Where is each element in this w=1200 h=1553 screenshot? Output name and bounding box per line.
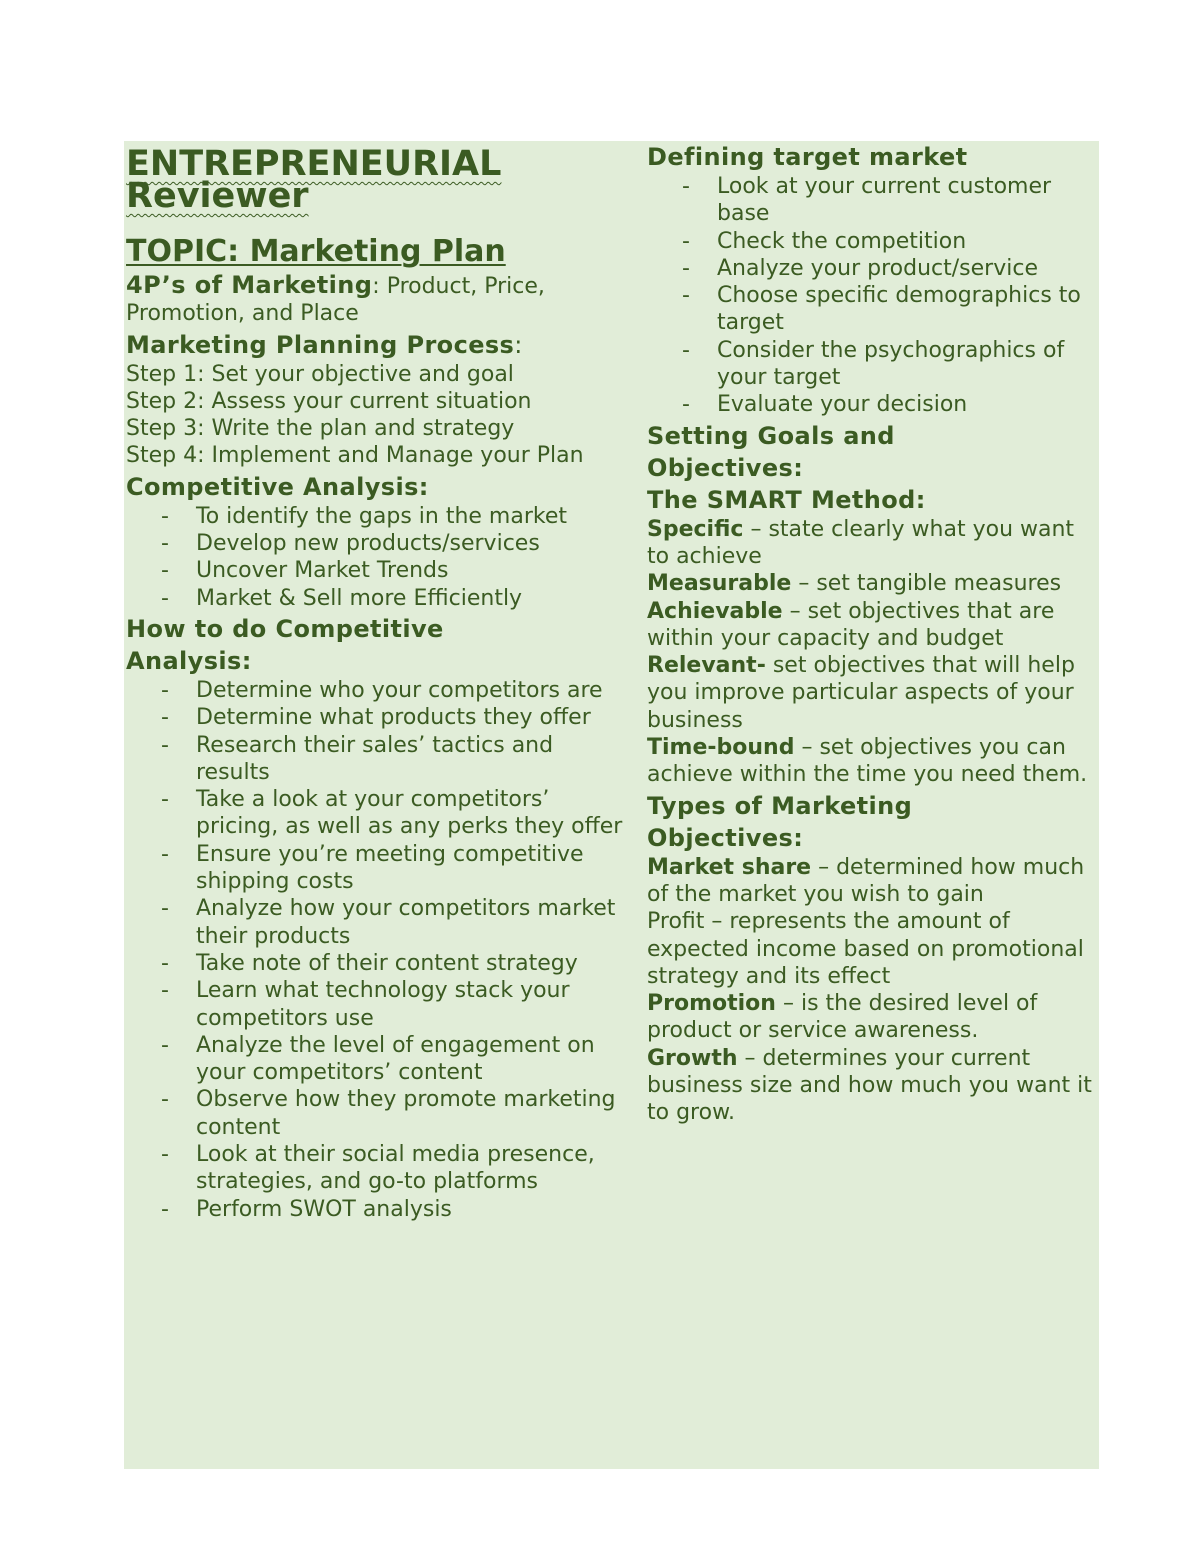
objective-type-item bbox=[647, 908, 1099, 990]
list-item-text: Determine what products they offer bbox=[196, 705, 591, 731]
list-item: - Analyze your product/service bbox=[682, 255, 1038, 281]
objective-type-desc: Profit – represents the amount of expected income based on promotional strategy and its effect bbox=[647, 909, 1084, 989]
list-item: - Choose specific demographics to target bbox=[682, 283, 1081, 336]
list-item: - Take a look at your competitors’ pricing, as well as any perks they offer bbox=[161, 787, 623, 840]
list-item: - Consider the psychographics of your target bbox=[682, 337, 1065, 391]
list-item: - Observe how they promote marketing content bbox=[161, 1087, 616, 1140]
types-heading-line2: Objectives: bbox=[647, 823, 804, 852]
four-ps-paragraph bbox=[126, 272, 626, 328]
objective-type-desc: – determines your current business size and how much you want it to grow. bbox=[647, 1045, 1092, 1126]
how-to-list bbox=[126, 677, 626, 1223]
list-item-text: Develop new products/services bbox=[196, 531, 540, 557]
objective-type-item bbox=[647, 854, 1099, 909]
target-market-heading: Defining target market bbox=[647, 143, 968, 171]
document-title-line1: ENTREPRENEURIAL bbox=[126, 144, 502, 184]
list-item-text: To identify the gaps in the market bbox=[196, 503, 568, 529]
smart-term: Relevant- bbox=[647, 653, 766, 679]
list-item-text: Choose specific demographics to target bbox=[717, 283, 1081, 336]
four-ps-label: 4P’s of Marketing bbox=[126, 271, 373, 299]
smart-desc: – set tangible measures bbox=[791, 571, 1062, 597]
list-item: - Uncover Market Trends bbox=[161, 558, 449, 584]
list-item-text: Look at their social media presence, strategies, and go-to platforms bbox=[196, 1142, 595, 1195]
planning-step: Step 3: Write the plan and strategy bbox=[126, 416, 515, 442]
objective-type-term: Growth bbox=[647, 1045, 738, 1071]
how-to-heading-line2: Analysis: bbox=[126, 646, 252, 675]
list-item-text: Perform SWOT analysis bbox=[196, 1196, 452, 1222]
objective-type-item bbox=[647, 990, 1099, 1045]
list-item-text: Uncover Market Trends bbox=[196, 558, 449, 584]
smart-term: Time-bound bbox=[647, 735, 795, 761]
planning-heading bbox=[126, 330, 626, 361]
list-item: - Analyze how your competitors market their products bbox=[161, 896, 616, 949]
list-item: - Research their sales’ tactics and results bbox=[161, 732, 554, 785]
document-title-line2: Reviewer bbox=[126, 176, 309, 216]
four-ps-separator: : bbox=[372, 274, 387, 299]
list-item-text: Market & Sell more Efficiently bbox=[196, 585, 523, 611]
list-item-text: Learn what technology stack your competitors use bbox=[196, 978, 570, 1031]
planning-heading-colon: : bbox=[514, 330, 523, 359]
list-item: - Check the competition bbox=[682, 228, 967, 254]
left-column bbox=[126, 141, 626, 1223]
list-item: - Determine what products they offer bbox=[161, 705, 591, 731]
planning-step: Step 4: Implement and Manage your Plan bbox=[126, 443, 584, 469]
objective-type-desc: – determined how much of the market you wish to gain bbox=[647, 854, 1085, 907]
list-item-text: Take note of their content strategy bbox=[196, 950, 578, 976]
smart-item bbox=[647, 516, 1099, 571]
list-item: - Look at your current customer base bbox=[682, 174, 1052, 227]
smart-term: Specific bbox=[647, 516, 744, 542]
competitive-analysis-list bbox=[126, 503, 626, 612]
list-item-text: Analyze your product/service bbox=[717, 255, 1038, 281]
list-item: - Look at their social media presence, strategies, and go-to platforms bbox=[161, 1142, 595, 1195]
list-item-text: Evaluate your decision bbox=[717, 392, 968, 418]
smart-term: Measurable bbox=[647, 571, 792, 597]
list-item: - Ensure you’re meeting competitive shipping costs bbox=[161, 841, 584, 895]
list-item-text: Observe how they promote marketing content bbox=[196, 1087, 616, 1140]
objective-type-term: Promotion bbox=[647, 991, 776, 1017]
right-column bbox=[647, 141, 1099, 1127]
reviewer-page bbox=[124, 141, 1099, 1469]
smart-item bbox=[647, 734, 1099, 789]
list-item: - Determine who your competitors are bbox=[161, 677, 603, 703]
types-heading-line1: Types of Marketing bbox=[647, 791, 913, 820]
smart-desc: – set objectives that are within your capacity and budget bbox=[647, 598, 1055, 651]
list-item: - To identify the gaps in the market bbox=[161, 503, 568, 529]
list-item: - Take note of their content strategy bbox=[161, 950, 578, 976]
smart-desc: – set objectives you can achieve within the time you need them. bbox=[647, 735, 1088, 788]
target-market-list bbox=[647, 173, 1099, 419]
four-ps-text: Product, Price, Promotion, and Place bbox=[126, 274, 545, 327]
planning-heading-text: Marketing Planning Process bbox=[126, 330, 515, 359]
smart-item bbox=[647, 598, 1099, 653]
list-item: - Perform SWOT analysis bbox=[161, 1196, 452, 1222]
smart-term: Achievable bbox=[647, 598, 783, 624]
list-item: - Analyze the level of engagement on your competitors’ content bbox=[161, 1032, 595, 1086]
planning-step: Step 2: Assess your current situation bbox=[126, 388, 532, 414]
smart-item bbox=[647, 652, 1099, 734]
list-item-text: Research their sales’ tactics and results bbox=[196, 732, 554, 785]
how-to-heading-line1: How to do Competitive bbox=[126, 614, 444, 643]
goals-heading-line1: Setting Goals and bbox=[647, 421, 895, 450]
smart-heading: The SMART Method: bbox=[647, 485, 926, 514]
list-item-text: Take a look at your competitors’ pricing, as well as any perks they offer bbox=[196, 787, 623, 840]
objective-type-term: Market share bbox=[647, 854, 812, 880]
list-item-text: Ensure you’re meeting competitive shipping costs bbox=[196, 841, 584, 895]
list-item: - Develop new products/services bbox=[161, 531, 540, 557]
list-item-text: Analyze the level of engagement on your competitors’ content bbox=[196, 1032, 595, 1086]
goals-heading-line2: Objectives: bbox=[647, 453, 804, 482]
competitive-analysis-heading: Competitive Analysis: bbox=[126, 472, 429, 501]
list-item-text: Determine who your competitors are bbox=[196, 677, 603, 703]
smart-desc: set objectives that will help you improve particular aspects of your business bbox=[647, 653, 1075, 733]
list-item-text: Analyze how your competitors market their products bbox=[196, 896, 616, 949]
list-item: - Market & Sell more Efficiently bbox=[161, 585, 523, 611]
list-item-text: Check the competition bbox=[717, 228, 967, 254]
list-item-text: Look at your current customer base bbox=[717, 174, 1052, 227]
list-item: - Evaluate your decision bbox=[682, 392, 968, 418]
planning-step: Step 1: Set your objective and goal bbox=[126, 361, 514, 387]
objective-type-desc: – is the desired level of product or service awareness. bbox=[647, 991, 1038, 1044]
list-item-text: Consider the psychographics of your target bbox=[717, 337, 1065, 391]
list-item: - Learn what technology stack your competitors use bbox=[161, 978, 570, 1031]
smart-item bbox=[647, 570, 1099, 597]
smart-desc: – state clearly what you want to achieve bbox=[647, 516, 1075, 569]
objective-type-item bbox=[647, 1045, 1099, 1127]
topic-heading: TOPIC: Marketing Plan bbox=[126, 234, 506, 269]
